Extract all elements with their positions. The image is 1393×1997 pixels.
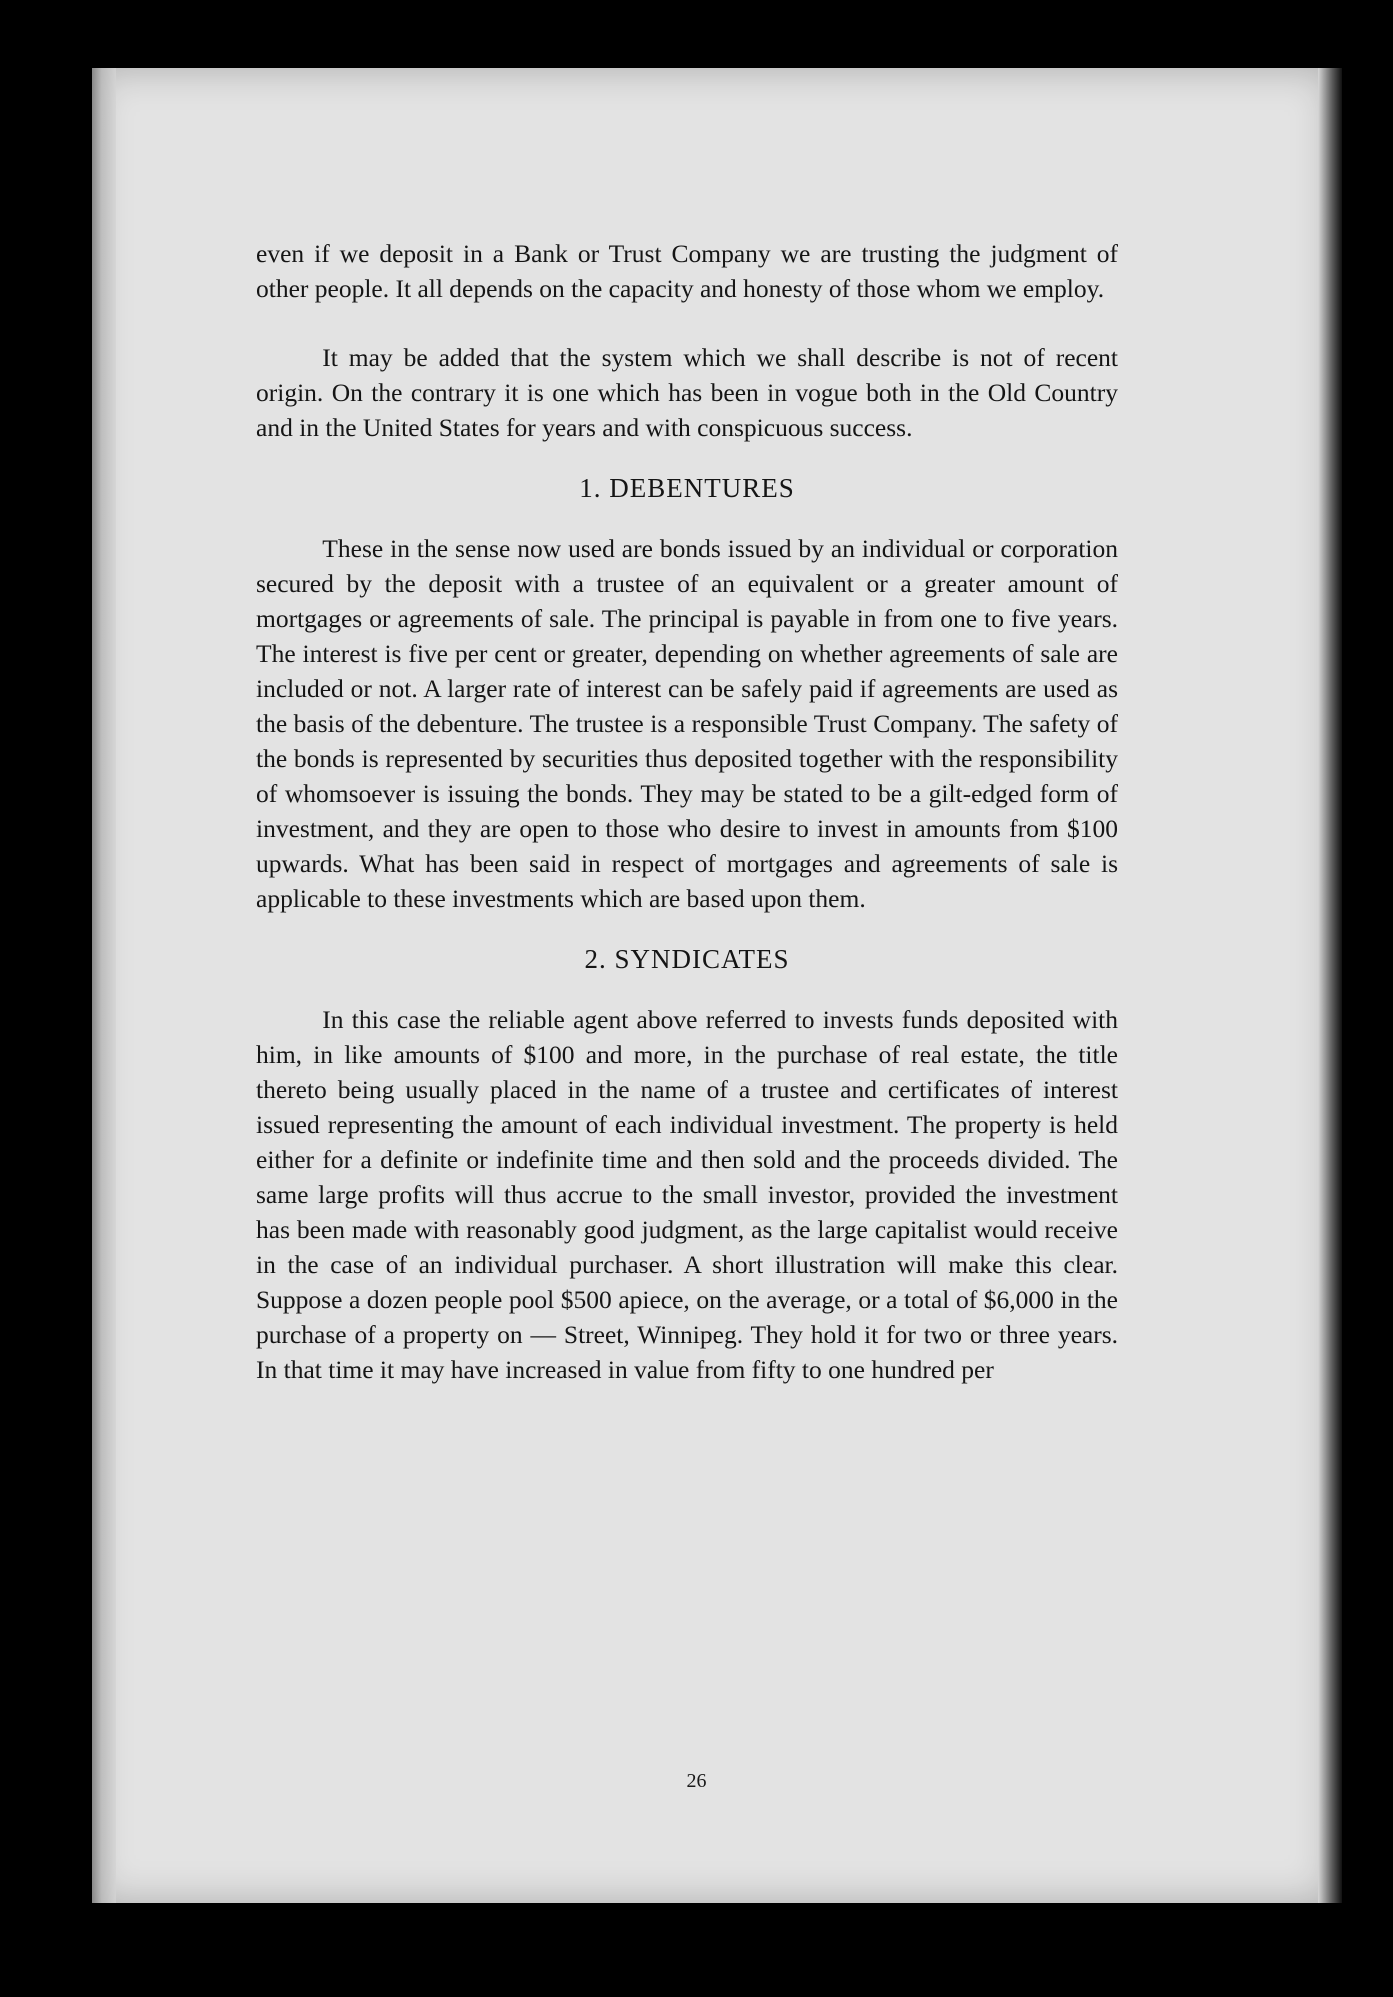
page-text bbox=[256, 236, 1118, 1387]
section-heading-syndicates: 2. SYNDICATES bbox=[584, 944, 790, 974]
page-right-edge bbox=[1318, 68, 1342, 1903]
page-binding-edge bbox=[92, 68, 116, 1903]
paragraph-debentures: These in the sense now used are bonds issued by an individual or corporation secured by the deposit with a trustee of an equivalent or a greater amount of mortgages or agreements of sale. The principal is payable in from one to five years. The interest is five per cent or greater, depending on whether agreements of sale are included or not. A larger rate of interest can be safely paid if agreements are used as the basis of the debenture. The trustee is a responsible Trust Company. The safety of the bonds is represented by securities thus deposited together with the responsibility of whomsoever is issuing the bonds. They may be stated to be a gilt-edged form of investment, and they are open to those who desire to invest in amounts from $100 upwards. What has been said in respect of mortgages and agreements of sale is applicable to these investments which are based upon them. bbox=[256, 534, 1118, 913]
paragraph-continued: even if we deposit in a Bank or Trust Company we are trusting the judgment of other people. It all depends on the capacity and honesty of those whom we employ. bbox=[256, 239, 1118, 303]
page-number: 26 bbox=[686, 1770, 707, 1792]
paragraph-system-origin: It may be added that the system which we shall describe is not of recent origin. On the contrary it is one which has been in vogue both in the Old Country and in the United States for years and with conspicuous success. bbox=[256, 343, 1118, 442]
section-heading-debentures: 1. DEBENTURES bbox=[579, 473, 795, 503]
paragraph-syndicates: In this case the reliable agent above referred to invests funds deposited with him, in like amounts of $100 and more, in the purchase of real estate, the title thereto being usually placed in the name of a trustee and certificates of interest issued representing the amount of each individual investment. The property is held either for a definite or indefinite time and then sold and the proceeds divided. The same large profits will thus accrue to the small investor, provided the investment has been made with reasonably good judgment, as the large capitalist would receive in the case of an individual purchaser. A short illustration will make this clear. Suppose a dozen people pool $500 apiece, on the average, or a total of $6,000 in the purchase of a property on — Street, Winnipeg. They hold it for two or three years. In that time it may have increased in value from fifty to one hundred per bbox=[256, 1005, 1118, 1384]
